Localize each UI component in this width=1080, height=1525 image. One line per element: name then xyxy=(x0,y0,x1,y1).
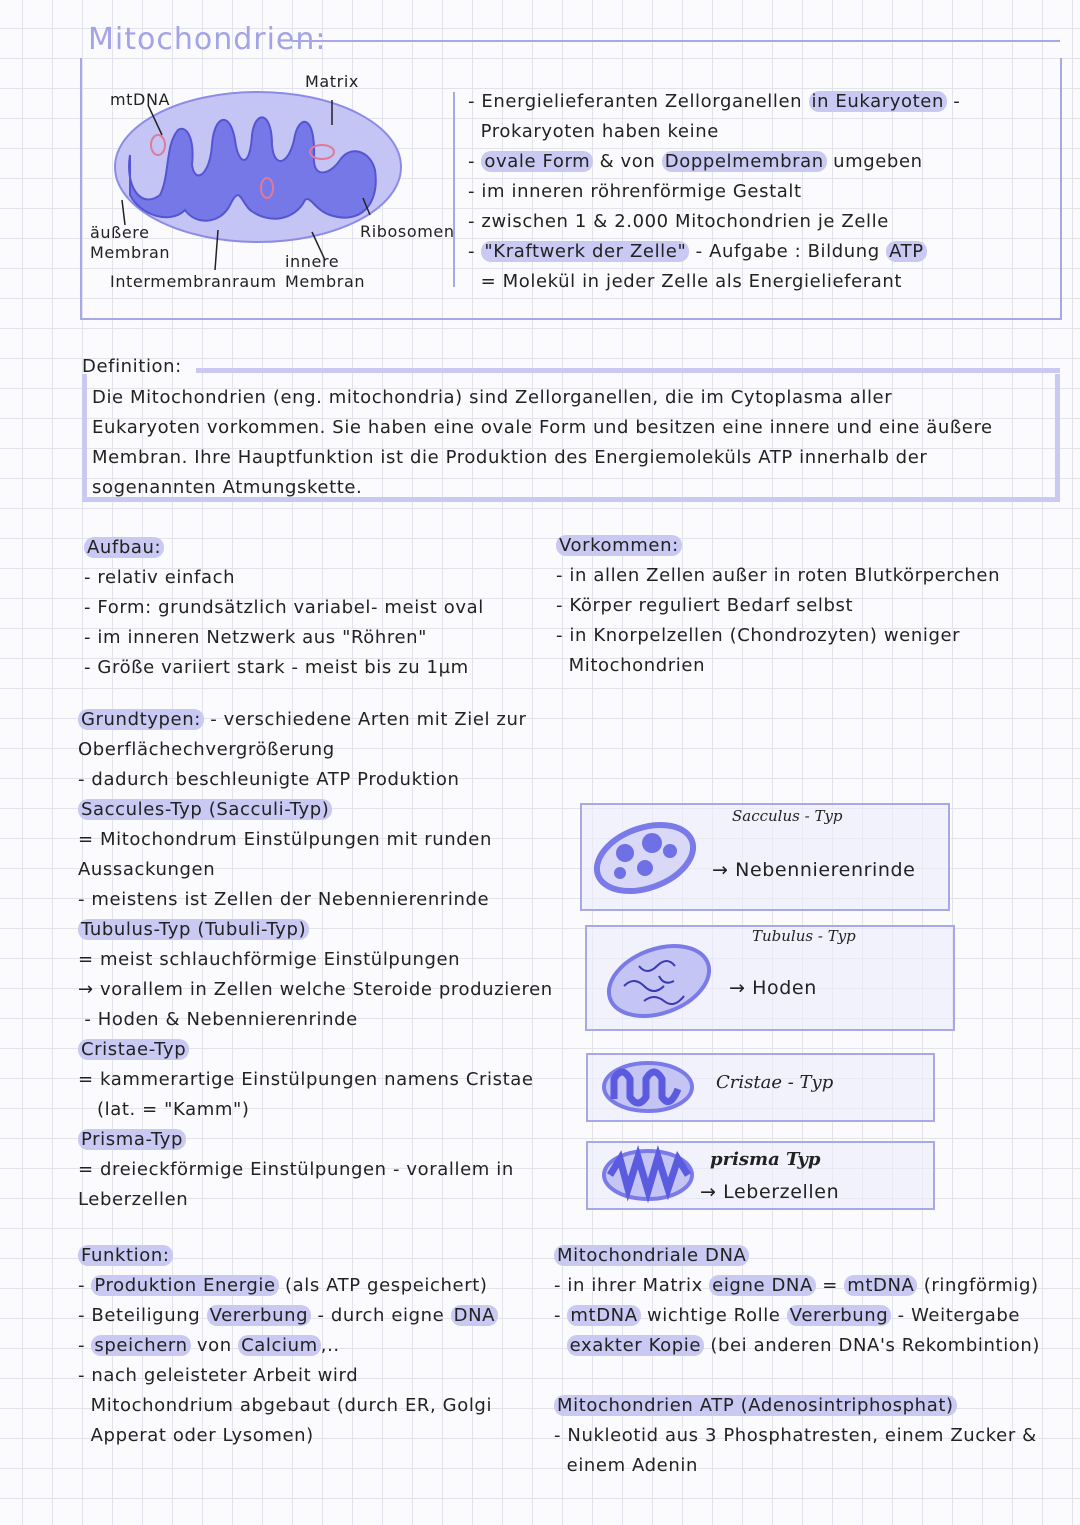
text-segment: - xyxy=(78,1335,92,1356)
text-line xyxy=(78,1271,498,1301)
text-line xyxy=(84,653,484,683)
text-segment: → vorallem in Zellen welche Steroide produzieren xyxy=(78,979,553,1000)
highlighted-text: ATP xyxy=(886,241,927,262)
text-segment: einem Adenin xyxy=(554,1455,698,1476)
text-segment: - Weitergabe xyxy=(891,1305,1021,1326)
card-note: → Leberzellen xyxy=(700,1181,840,1203)
text-segment: - xyxy=(946,91,961,112)
label-outer-membrane: äußere Membran xyxy=(90,223,171,262)
text-line xyxy=(92,443,993,473)
text-line xyxy=(554,1331,1040,1361)
card-note: → Hoden xyxy=(729,977,817,999)
text-segment: - durch eigne xyxy=(311,1305,451,1326)
text-line xyxy=(84,563,484,593)
text-segment: - nach geleisteter Arbeit wird xyxy=(78,1365,359,1386)
text-line xyxy=(78,1005,553,1035)
text-segment: Oberflächechvergrößerung xyxy=(78,739,335,760)
text-segment: Leberzellen xyxy=(78,1189,189,1210)
text-segment: & von xyxy=(593,151,662,172)
card-title: Tubulus - Typ xyxy=(752,927,856,945)
label-inner-membrane: innere Membran xyxy=(285,252,366,291)
highlighted-text: Funktion: xyxy=(78,1245,173,1266)
tubulus-mitochondrion-icon xyxy=(599,931,719,1026)
text-line xyxy=(554,1391,1040,1421)
text-segment: - Größe variiert stark - meist bis zu 1µm xyxy=(84,657,469,678)
text-segment: - dadurch beschleunigte ATP Produktion xyxy=(78,769,460,790)
aufbau-section xyxy=(84,533,484,683)
card-cristae xyxy=(586,1053,935,1122)
text-segment: wichtige Rolle xyxy=(640,1305,787,1326)
definition-rule xyxy=(196,368,1060,373)
text-line xyxy=(78,915,553,945)
text-line xyxy=(92,413,993,443)
text-segment: - zwischen 1 & 2.000 Mitochondrien je Zelle xyxy=(468,211,889,232)
text-line xyxy=(78,885,553,915)
highlighted-text: Grundtypen: xyxy=(78,709,204,730)
title-rule xyxy=(292,40,1060,42)
text-segment: = dreieckförmige Einstülpungen - vorallem in xyxy=(78,1159,514,1180)
text-line xyxy=(468,117,960,147)
text-line xyxy=(554,1301,1040,1331)
sacculus-mitochondrion-icon xyxy=(590,813,700,903)
text-line xyxy=(78,1391,498,1421)
text-line xyxy=(554,1241,1040,1271)
text-segment: - in ihrer Matrix xyxy=(554,1275,710,1296)
text-segment: ,.. xyxy=(320,1335,340,1356)
card-prisma xyxy=(586,1141,935,1210)
overview-list xyxy=(468,87,960,297)
text-segment: - Nukleotid aus 3 Phosphatresten, einem Zucker & xyxy=(554,1425,1037,1446)
text-line xyxy=(78,945,553,975)
definition-heading: Definition: xyxy=(82,356,182,377)
text-line xyxy=(468,207,960,237)
text-line xyxy=(468,177,960,207)
text-line xyxy=(78,1095,553,1125)
card-note: → Nebennierenrinde xyxy=(712,859,916,881)
text-line xyxy=(468,267,960,297)
text-segment: Membran. Ihre Hauptfunktion ist die Produktion des Energiemoleküls ATP innerhalb der xyxy=(92,447,928,468)
highlighted-text: ovale Form xyxy=(481,151,593,172)
text-segment: - Beteiligung xyxy=(78,1305,207,1326)
text-segment: (als ATP gespeichert) xyxy=(278,1275,488,1296)
text-line xyxy=(78,1361,498,1391)
text-segment: - im inneren röhrenförmige Gestalt xyxy=(468,181,802,202)
text-segment: Eukaryoten vorkommen. Sie haben eine ovale Form und besitzen eine innere und eine äußere xyxy=(92,417,993,438)
card-tubulus xyxy=(585,925,955,1031)
highlighted-text: DNA xyxy=(451,1305,498,1326)
text-line xyxy=(468,87,960,117)
text-segment: - im inneren Netzwerk aus "Röhren" xyxy=(84,627,428,648)
highlighted-text: Aufbau: xyxy=(84,537,164,558)
text-line xyxy=(78,1155,553,1185)
text-line xyxy=(78,1065,553,1095)
text-segment: - xyxy=(554,1305,568,1326)
highlighted-text: Tubulus-Typ (Tubuli-Typ) xyxy=(78,919,309,940)
grundtypen-section xyxy=(78,705,553,1215)
definition-text xyxy=(92,383,993,503)
text-line xyxy=(78,825,553,855)
text-segment: - Körper reguliert Bedarf selbst xyxy=(556,595,854,616)
text-segment: umgeben xyxy=(826,151,923,172)
highlighted-text: mtDNA xyxy=(844,1275,917,1296)
text-segment xyxy=(554,1335,567,1356)
highlighted-text: "Kraftwerk der Zelle" xyxy=(481,241,689,262)
overview-divider xyxy=(453,92,455,287)
text-line xyxy=(92,473,993,503)
text-line xyxy=(78,705,553,735)
highlighted-text: Mitochondrien ATP (Adenosintriphosphat) xyxy=(554,1395,957,1416)
text-line xyxy=(84,533,484,563)
text-line xyxy=(554,1421,1040,1451)
text-line xyxy=(468,237,960,267)
text-line xyxy=(78,765,553,795)
text-segment: = Mitochondrum Einstülpungen mit runden xyxy=(78,829,492,850)
label-matrix: Matrix xyxy=(305,72,359,91)
text-segment: - Energielieferanten Zellorganellen xyxy=(468,91,809,112)
text-line xyxy=(78,1241,498,1271)
text-segment: - xyxy=(468,151,482,172)
text-segment: - verschiedene Arten mit Ziel zur xyxy=(203,709,527,730)
text-segment: = meist schlauchförmige Einstülpungen xyxy=(78,949,461,970)
text-line xyxy=(554,1271,1040,1301)
text-line xyxy=(556,591,1000,621)
highlighted-text: speichern xyxy=(91,1335,190,1356)
mitochondrial-dna-section xyxy=(554,1241,1040,1481)
text-line xyxy=(554,1451,1040,1481)
text-segment: Prokaryoten haben keine xyxy=(468,121,719,142)
text-line xyxy=(84,623,484,653)
highlighted-text: Calcium xyxy=(238,1335,321,1356)
text-segment: Apperat oder Lysomen) xyxy=(78,1425,314,1446)
card-sacculus xyxy=(580,803,950,911)
card-title: Cristae - Typ xyxy=(716,1072,834,1093)
text-line xyxy=(78,1301,498,1331)
highlighted-text: Cristae-Typ xyxy=(78,1039,189,1060)
text-segment: sogenannten Atmungskette. xyxy=(92,477,363,498)
highlighted-text: exakter Kopie xyxy=(567,1335,704,1356)
text-segment: = kammerartige Einstülpungen namens Cristae xyxy=(78,1069,534,1090)
text-segment: von xyxy=(190,1335,239,1356)
text-segment: Die Mitochondrien (eng. mitochondria) sind Zellorganellen, die im Cytoplasma aller xyxy=(92,387,893,408)
text-line xyxy=(84,593,484,623)
highlighted-text: in Eukaryoten xyxy=(809,91,947,112)
card-title: prisma Typ xyxy=(710,1149,821,1170)
text-line xyxy=(78,1185,553,1215)
text-line xyxy=(554,1361,1040,1391)
highlighted-text: Doppelmembran xyxy=(662,151,827,172)
highlighted-text: eigne DNA xyxy=(709,1275,816,1296)
text-line xyxy=(78,1331,498,1361)
text-segment: Mitochondrien xyxy=(556,655,706,676)
text-line xyxy=(78,1421,498,1451)
text-line xyxy=(556,531,1000,561)
text-line xyxy=(78,735,553,765)
text-segment: - Form: grundsätzlich variabel- meist oval xyxy=(84,597,484,618)
text-segment: - in allen Zellen außer in roten Blutkörperchen xyxy=(556,565,1001,586)
text-segment: Mitochondrium abgebaut (durch ER, Golgi xyxy=(78,1395,493,1416)
text-line xyxy=(78,1035,553,1065)
text-segment: = Molekül in jeder Zelle als Energielieferant xyxy=(468,271,903,292)
prisma-mitochondrion-icon xyxy=(600,1145,700,1205)
vorkommen-section xyxy=(556,531,1000,681)
page-title: Mitochondrien: xyxy=(88,22,327,57)
text-line xyxy=(78,975,553,1005)
text-line xyxy=(468,147,960,177)
highlighted-text: Mitochondriale DNA xyxy=(554,1245,749,1266)
text-segment: = xyxy=(815,1275,845,1296)
text-line xyxy=(78,1125,553,1155)
text-segment: - in Knorpelzellen (Chondrozyten) weniger xyxy=(556,625,961,646)
text-segment: - Hoden & Nebennierenrinde xyxy=(78,1009,358,1030)
text-line xyxy=(92,383,993,413)
text-segment: - xyxy=(468,241,482,262)
text-line xyxy=(556,621,1000,651)
text-line xyxy=(78,795,553,825)
text-segment: - meistens ist Zellen der Nebennierenrinde xyxy=(78,889,490,910)
text-line xyxy=(556,561,1000,591)
label-intermembrane-space: Intermembranraum xyxy=(110,272,277,291)
text-segment: (lat. = "Kamm") xyxy=(78,1099,250,1120)
card-title: Sacculus - Typ xyxy=(732,807,843,825)
highlighted-text: Vorkommen: xyxy=(556,535,682,556)
text-line xyxy=(78,855,553,885)
cristae-mitochondrion-icon xyxy=(600,1057,700,1117)
label-ribosomes: Ribosomen xyxy=(360,222,455,241)
highlighted-text: Saccules-Typ (Sacculi-Typ) xyxy=(78,799,332,820)
text-segment: - relativ einfach xyxy=(84,567,236,588)
label-mtdna: mtDNA xyxy=(110,90,171,109)
highlighted-text: Vererbung xyxy=(207,1305,312,1326)
text-segment: (ringförmig) xyxy=(917,1275,1039,1296)
highlighted-text: Vererbung xyxy=(787,1305,892,1326)
text-line xyxy=(556,651,1000,681)
text-segment: - Aufgabe : Bildung xyxy=(689,241,887,262)
funktion-section xyxy=(78,1241,498,1451)
highlighted-text: Prisma-Typ xyxy=(78,1129,186,1150)
text-segment: (bei anderen DNA's Rekombintion) xyxy=(704,1335,1041,1356)
highlighted-text: mtDNA xyxy=(567,1305,640,1326)
text-segment: - xyxy=(78,1275,92,1296)
highlighted-text: Produktion Energie xyxy=(91,1275,278,1296)
text-segment: Aussackungen xyxy=(78,859,216,880)
